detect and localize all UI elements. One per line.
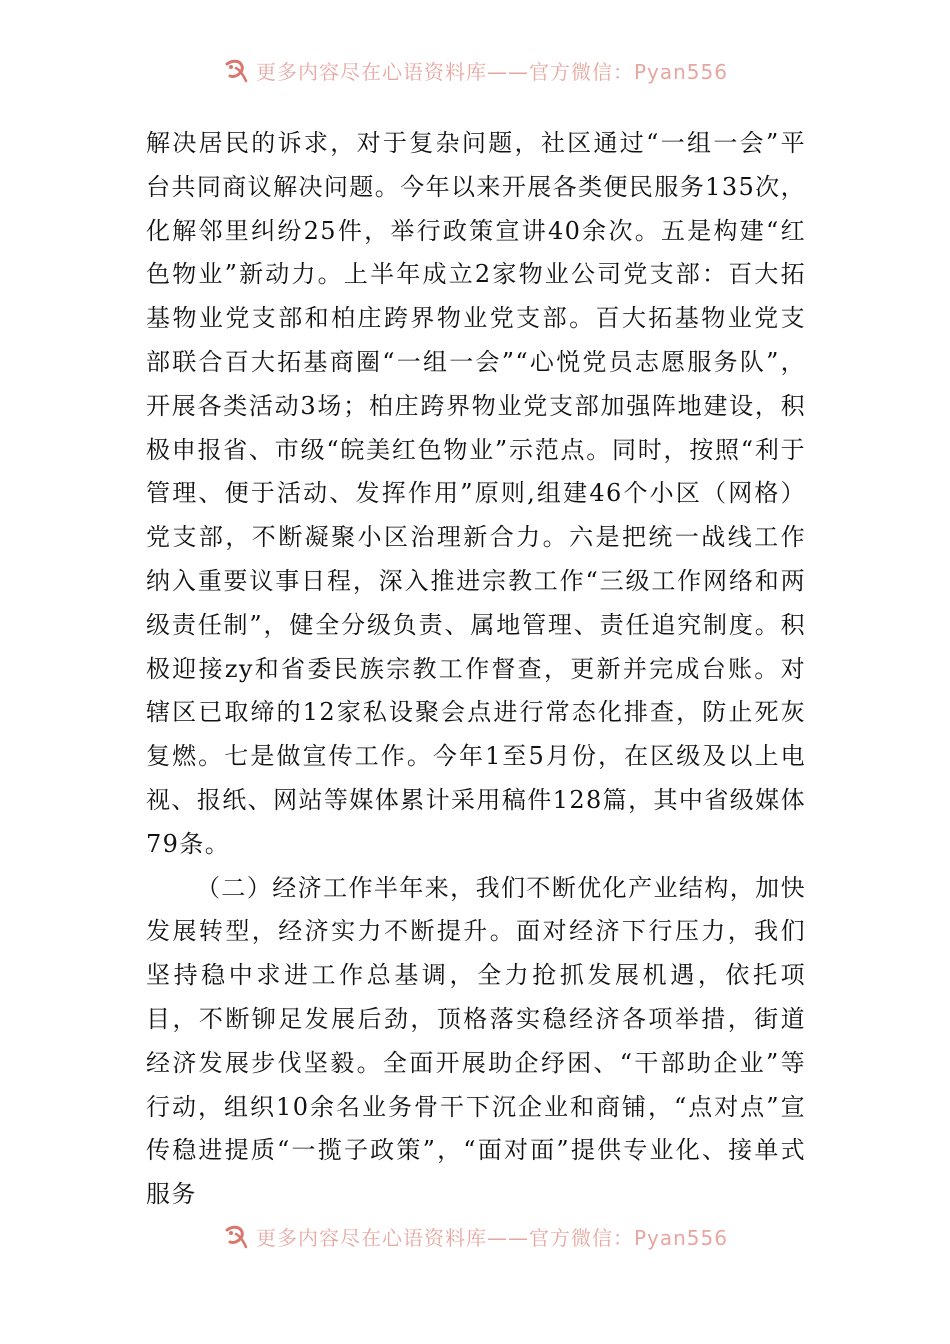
document-body bbox=[146, 122, 806, 1217]
calligraphy-logo-icon bbox=[222, 1222, 250, 1250]
calligraphy-logo-icon bbox=[222, 56, 250, 84]
watermark-text: 更多内容尽在心语资料库——官方微信：Pyan556 bbox=[255, 1225, 728, 1250]
header-watermark bbox=[0, 50, 950, 90]
footer-watermark bbox=[0, 1216, 950, 1256]
watermark-text: 更多内容尽在心语资料库——官方微信：Pyan556 bbox=[255, 59, 728, 84]
paragraph: （二）经济工作半年来，我们不断优化产业结构，加快发展转型，经济实力不断提升。面对经济下行压力，我们坚持稳中求进工作总基调，全力抢抓发展机遇，依托项目，不断铆足发展后劲，顶格落实稳经济各项举措，街道经济发展步伐坚毅。全面开展助企纾困、“干部助企业”等行动，组织10余名业务骨干下沉企业和商铺，“点对点”宣传稳进提质“一揽子政策”，“面对面”提供专业化、接单式服务 bbox=[146, 873, 806, 1209]
paragraph: 解决居民的诉求，对于复杂问题，社区通过“一组一会”平台共同商议解决问题。今年以来开展各类便民服务135次，化解邻里纠纷25件，举行政策宣讲40余次。五是构建“红色物业”新动力。上半年成立2家物业公司党支部：百大拓基物业党支部和柏庄跨界物业党支部。百大拓基物业党支部联合百大拓基商圈“一组一会”“心悦党员志愿服务队”，开展各类活动3场；柏庄跨界物业党支部加强阵地建设，积极申报省、市级“皖美红色物业”示范点。同时，按照“利于管理、便于活动、发挥作用”原则,组建46个小区（网格）党支部，不断凝聚小区治理新合力。六是把统一战线工作纳入重要议事日程，深入推进宗教工作“三级工作网络和两级责任制”，健全分级负责、属地管理、责任追究制度。积极迎接zy和省委民族宗教工作督查，更新并完成台账。对辖区已取缔的12家私设聚会点进行常态化排查，防止死灰复燃。七是做宣传工作。今年1至5月份，在区级及以上电视、报纸、网站等媒体累计采用稿件128篇，其中省级媒体79条。 bbox=[146, 129, 806, 858]
